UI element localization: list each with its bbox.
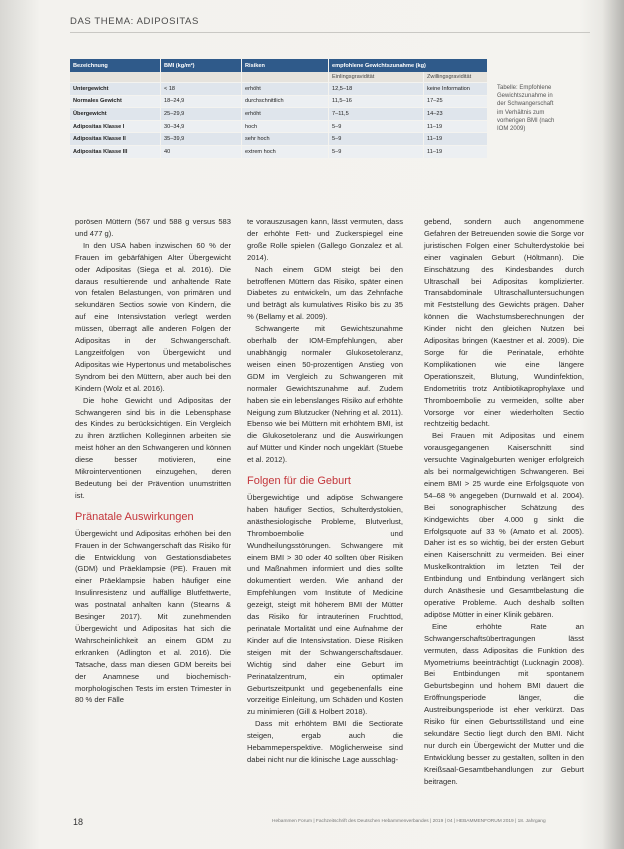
table-cell: hoch	[242, 120, 329, 133]
table-row	[70, 133, 488, 146]
table-cell: 7–11,5	[329, 108, 424, 121]
table-cell: extrem hoch	[242, 145, 329, 158]
table-row	[70, 120, 488, 133]
table-header-cell: BMI (kg/m²)	[161, 59, 242, 72]
table-header-cell: empfohlene Gewichtszunahme (kg)	[329, 59, 488, 72]
paragraph: Dass mit erhöhtem BMI die Sectiorate steigen, ergab auch die Hebammeperspektive. Möglicherweise sind dabei nicht nur die klinische Lage ausschlag-	[247, 719, 403, 764]
table-row	[70, 83, 488, 96]
table-row	[70, 108, 488, 121]
table-caption: Tabelle: Empfohlene Gewichtszunahme in der Schwangerschaft im Verhältnis zum vorherigen BMI (nach IOM 2009)	[497, 85, 555, 133]
table-cell: sehr hoch	[242, 133, 329, 146]
paragraph: Nach einem GDM steigt bei den betroffenen Müttern das Risiko, später einen Diabetes zu entwickeln, um das Zehnfache und beträgt als kumulatives Risiko bis zu 35 % (Bellamy et al. 2009).	[247, 264, 403, 322]
paragraph: Die hohe Gewicht und Adipositas der Schwangeren sind bis in die Lebensphase des Kindes zu berücksichtigen. Ein Vergleich zu ihren ärztlichen Kolleginnen arbeiten sie meist höher an den Schwangeren und können diese besser motivieren, eine Mikrointerventionen einzugehen, deren Bedeutung bei der Prävention unumstritten ist.	[75, 395, 231, 500]
paragraph: gebend, sondern auch angenommene Gefahren der Betreuenden sowie die Sorge vor juristischen Folgen einer Schulterdystokie bei einer vaginalen Geburt (Höltmann). Die Einschätzung des Kindesbandes durch Ultraschall bei Adipositas komplizierter. Transabdominale Ultraschalluntersuchungen mit Feststellung des Gewichts prägen. Daher können die Wachstumsberechnungen der Kinder nicht den gleichen Nutzen bei Adipositas bringen (Kaestner et al. 2009). Die Sorge für die Perinatale, erhöhte Komplikationen wie eine längere Operationszeit, Blutung, Wundinfektion, Endometritis trotz Antibiotikaprophylaxe und Thromboembolie zu vermeiden, sollte aber Vorsorge vor einer wiederholten Sectio rechtzeitig bedacht.	[424, 217, 584, 429]
table-header-row	[70, 59, 488, 72]
table-cell: 11–19	[424, 145, 488, 158]
page-edge-shadow	[602, 0, 624, 849]
table-cell: 11,5–16	[329, 95, 424, 108]
table-subheader-cell: Einlingsgravidität	[329, 72, 424, 83]
table-row	[70, 95, 488, 108]
section-heading: Folgen für die Geburt	[247, 475, 351, 488]
table-cell: 18–24,9	[161, 95, 242, 108]
table-cell: 11–19	[424, 120, 488, 133]
table-cell: 5–9	[329, 145, 424, 158]
table-cell: Adipositas Klasse II	[70, 133, 161, 146]
table-header-cell: Bezeichnung	[70, 59, 161, 72]
table-cell: Adipositas Klasse III	[70, 145, 161, 158]
article-column-1	[75, 216, 231, 706]
table-cell: keine Information	[424, 83, 488, 96]
bmi-weight-gain-table	[70, 59, 488, 159]
page-number: 18	[73, 817, 84, 827]
paragraph: In den USA haben inzwischen 60 % der Frauen im gebärfähigen Alter Übergewicht oder Adipositas (Siega et al. 2016). Die daraus resultierende und anhaltende Rate von fetalen Belastungen, von primären und sekundären Sectios sowie von Kindern, die auf eine Intensivstation verlegt werden müssen, überragt alle anderen Folgen der Adipositas in der Schwangerschaft. Langzeitfolgen von Übergewicht und Adipositas wie Hypertonus und metabolisches Syndrom bei den Müttern, aber auch bei den Kindern (Wolz et al. 2016).	[75, 240, 231, 393]
running-header	[70, 16, 199, 27]
table-cell: 12,5–18	[329, 83, 424, 96]
table-cell: 25–29,9	[161, 108, 242, 121]
section-heading: Pränatale Auswirkungen	[75, 510, 194, 523]
table-row	[70, 145, 488, 158]
table-cell: 30–34,9	[161, 120, 242, 133]
table-cell: 17–25	[424, 95, 488, 108]
table-subheader-cell	[161, 72, 242, 83]
table-cell: erhöht	[242, 83, 329, 96]
table-subheader-row	[70, 72, 488, 83]
header-topic: DAS THEMA: ADIPOSITAS	[70, 16, 199, 27]
table-cell: 5–9	[329, 120, 424, 133]
table-cell: < 18	[161, 83, 242, 96]
table-cell: durchschnittlich	[242, 95, 329, 108]
table-cell: 14–23	[424, 108, 488, 121]
table-cell: Adipositas Klasse I	[70, 120, 161, 133]
paragraph: Bei Frauen mit Adipositas und einem vorausgegangenen Kaiserschnitt sind versuchte Vaginalgeburten weniger erfolgreich als bei normalgewichtigen Schwangeren. Bei einem BMI > 25 wurde eine Erfolgsquote von 54–68 % angegeben (Durnwald et al. 2004). Bei sonographischer Schätzung des Kindgewichts über 4.000 g sinkt die Erfolgsquote auf 33 % (Amato et al. 2005). Daher ist es so wichtig, bei der ersten Geburt einen Kaiserschnitt zu vermeiden. Bei einer Muskelkontraktion im letzten Teil der Entbindung und Entbindung verlängert sich durch Anästhesie und Gesamtbelastung die operative Probleme. Auch deshalb sollten adipöse Mütter in einer Klinik gebären.	[424, 431, 584, 619]
paragraph: Eine erhöhte Rate an Schwangerschaftsübertragungen lässt vermuten, dass Adipositas die Funktion des Myometriums beeinträchtigt (Lucknagin 2008). Bei Entbindungen mit spontanem Geburtsbeginn und hohem BMI dauert die Eröffnungsperiode länger, die Austreibungsperiode ist eher verkürzt. Das Risiko für einen Geburtsstillstand und eine sekundäre Sectio liegt durch den BMI. Nicht nur durch ein Übergewicht der Mutter und die Entwicklung besser zu gestalten, sollten in den Kreißsaal-Gesamtbehandlungen zur Geburt beitragen.	[424, 621, 584, 786]
paragraph: te vorauszusagen kann, lässt vermuten, dass der erhöhte Fett- und Zuckerspiegel eine große Rolle spielen (Gallego Gonzalez et al. 2014).	[247, 217, 403, 262]
table-subheader-cell	[70, 72, 161, 83]
article-column-2	[247, 216, 403, 766]
footer-text: Hebammen Forum | Fachzeitschrift des Deutschen Hebammenverbandes | 2019 | 04 | HEBAMMENFORUM 2019 | 18. Jahrgang	[272, 819, 546, 824]
table-subheader-cell	[242, 72, 329, 83]
table-cell: erhöht	[242, 108, 329, 121]
paragraph: Schwangerte mit Gewichtszunahme oberhalb der IOM-Empfehlungen, aber unabhängig normaler Glukosetoleranz, weisen einen 50-prozentigen Anstieg von GDM im Vergleich zu Schwangeren mit normaler Gewichtszunahme auf. Zudem haben sie ein lebenslanges Risiko auf erhöhte Neigung zum Blutzucker (Nehring et al. 2011). Ebenso wie bei Müttern mit erhöhtem BMI, ist die Glukosetoleranz und die Auswirkungen auf Mütter und Kinder noch ungeklärt (Stuebe et al. 2012).	[247, 324, 403, 465]
table-cell: 5–9	[329, 133, 424, 146]
paragraph: Übergewichtige und adipöse Schwangere haben häufiger Sectios, Schulterdystokien, anästhesiologische Probleme, Blutverlust, Thromboembolie und Wundheilungsstörungen. Schwangere mit einem BMI > 30 oder 40 sollten über Risiken und Maßnahmen informiert und dies sollte dokumentiert werden. Wie anhand der Empfehlungen vom Institute of Medicine gezeigt, steigt mit höherem BMI der Mütter das Risiko für intrauterinen Fruchttod, perinatale Mortalität und eine Aufnahme der Kinder auf die Intensivstation. Diese Risiken steigen mit der Schwangerschaftsdauer. Wichtig sind daher eine Geburt im Perinatalzentrum, ein optimaler Geburtszeitpunkt und gegebenenfalls eine vorzeitige Einleitung, um Schäden und Kosten zu minimieren (Gill & Holbert 2018).	[247, 493, 403, 717]
table-subheader-cell: Zwillingsgravidität	[424, 72, 488, 83]
table-header-cell: Risiken	[242, 59, 329, 72]
paragraph: Übergewicht und Adipositas erhöhen bei den Frauen in der Schwangerschaft das Risiko für die Entwicklung von Gestationsdiabetes (GDM) und Präeklampsie (PE). Frauen mit einer Präeklampsie haben häufiger eine Insulinresistenz und auffällige Blutfettwerte, was postnatal anhalten kann (Stearns & Besinger 2017). Mit zunehmenden Übergewicht und Adipositas hat sich die Wahrscheinlichkeit an einem GDM zu erkranken (Adlington et al. 2016). Die Tatsache, dass man diesen GDM bereits bei der Anamnese und biochemisch-morphologischen Tests im ersten Trimester in 80 % der Fälle	[75, 528, 231, 705]
table-cell: 40	[161, 145, 242, 158]
table-cell: 35–39,9	[161, 133, 242, 146]
table-cell: Untergewicht	[70, 83, 161, 96]
article-column-3	[424, 216, 584, 788]
header-rule	[70, 32, 590, 33]
table-cell: Übergewicht	[70, 108, 161, 121]
paragraph: porösen Müttern (567 und 588 g versus 583 und 477 g).	[75, 217, 231, 238]
table-cell: 11–19	[424, 133, 488, 146]
table-cell: Normales Gewicht	[70, 95, 161, 108]
